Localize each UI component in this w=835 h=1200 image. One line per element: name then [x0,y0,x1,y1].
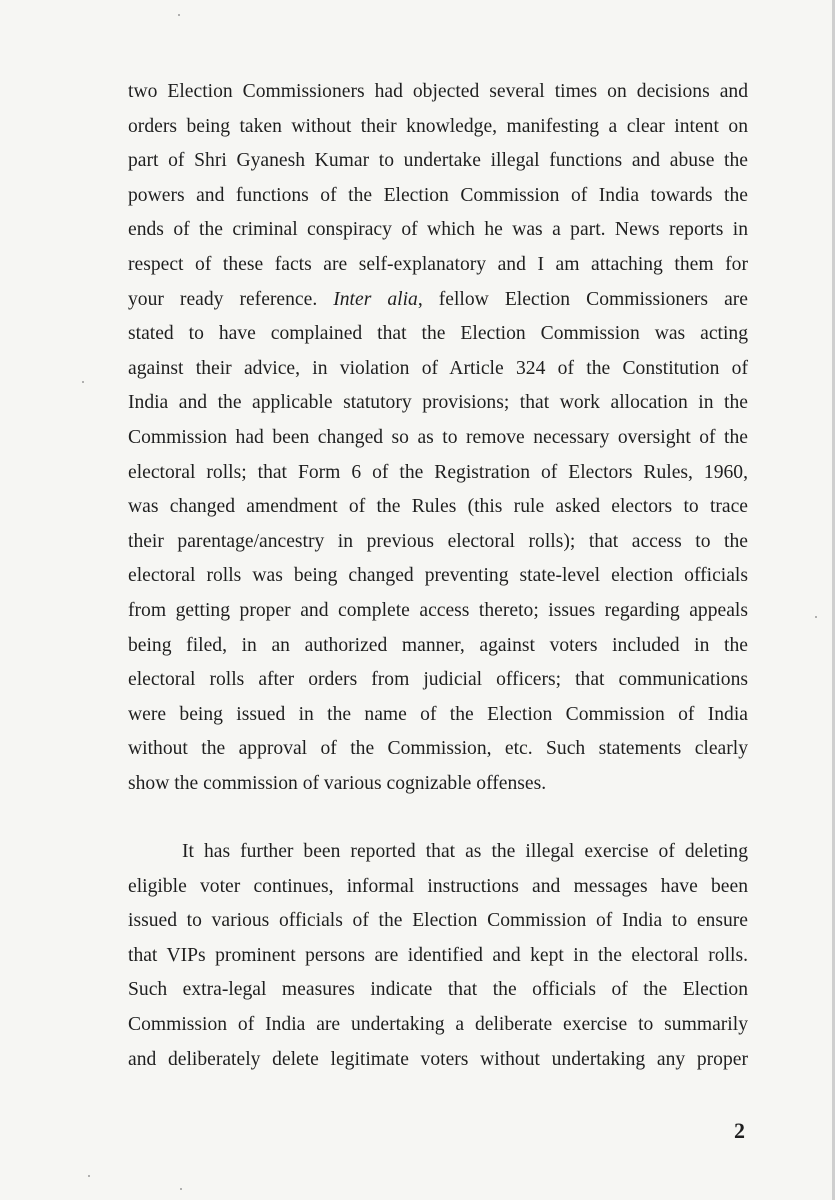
scan-speck [178,14,180,16]
paragraph-line: show the commission of various cognizable offenses. [128,772,547,794]
paragraph-line: were being issued in the name of the Election Commission of India [128,703,748,725]
paragraph-line: powers and functions of the Election Commission of India towards the [128,184,748,206]
paragraph-line: without the approval of the Commission, etc. Such statements clearly [128,738,748,760]
paragraph-line: ends of the criminal conspiracy of which he was a part. News reports in [128,219,748,241]
text-run: , fellow Election Commissioners are [417,288,748,310]
paragraph-line: Commission of India are undertaking a deliberate exercise to summarily [128,1013,748,1035]
paragraph-line-with-italic [128,283,748,318]
paragraph-line: respect of these facts are self-explanatory and I am attaching them for [128,253,748,275]
paragraph-line: It has further been reported that as the illegal exercise of deleting [182,841,748,862]
text-run: your ready reference. [128,288,334,310]
paragraph-line: issued to various officials of the Election Commission of India to ensure [128,910,748,932]
paragraph-line: and deliberately delete legitimate voters without undertaking any proper [128,1048,748,1070]
paragraph-line: Such extra-legal measures indicate that the officials of the Election [128,979,748,1001]
paragraph-line: from getting proper and complete access thereto; issues regarding appeals [128,599,748,621]
scan-speck [180,1188,182,1190]
paragraph-line: being filed, in an authorized manner, against voters included in the [128,634,748,656]
paragraph-2 [128,835,748,1077]
paragraph-line: stated to have complained that the Election Commission was acting [128,323,748,345]
scan-speck [82,381,84,383]
paragraph-line: orders being taken without their knowledge, manifesting a clear intent on [128,115,748,137]
paragraph-line: their parentage/ancestry in previous electoral rolls); that access to the [128,530,748,552]
paragraph-line: that VIPs prominent persons are identified and kept in the electoral rolls. [128,944,748,966]
italic-phrase: Inter alia [333,288,418,310]
paragraph-1 [128,75,748,801]
paragraph-line: was changed amendment of the Rules (this rule asked electors to trace [128,496,748,518]
paragraph-line: part of Shri Gyanesh Kumar to undertake illegal functions and abuse the [128,150,748,172]
paragraph-line: electoral rolls after orders from judicial officers; that communications [128,669,748,691]
paragraph-line: Commission had been changed so as to remove necessary oversight of the [128,426,748,448]
page-number: 2 [734,1118,745,1143]
paragraph-line: electoral rolls; that Form 6 of the Registration of Electors Rules, 1960, [128,461,748,483]
paragraph-line: India and the applicable statutory provisions; that work allocation in the [128,392,748,414]
scan-speck [815,616,817,618]
scan-speck [88,1175,90,1177]
paragraph-line: electoral rolls was being changed preventing state-level election officials [128,565,748,587]
paragraph-line: two Election Commissioners had objected several times on decisions and [128,81,748,102]
paragraph-line: against their advice, in violation of Article 324 of the Constitution of [128,357,748,379]
paragraph-line: eligible voter continues, informal instructions and messages have been [128,875,748,897]
